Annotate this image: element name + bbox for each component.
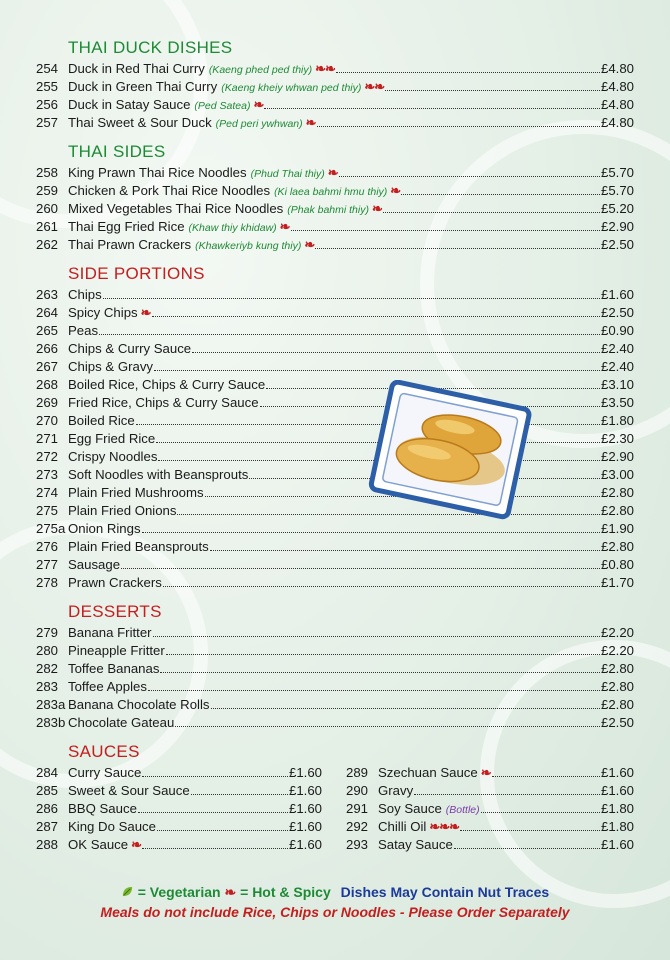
- menu-item-row: [346, 782, 634, 800]
- item-thai-name: (Khaw thiy khidaw): [188, 222, 277, 234]
- item-price: £3.50: [600, 395, 634, 410]
- item-number: 276: [36, 539, 59, 554]
- item-number: 273: [36, 467, 59, 482]
- nut-traces-note: Dishes May Contain Nut Traces: [340, 884, 550, 900]
- item-number: 257: [36, 115, 59, 130]
- item-name: Duck in Satay Sauce: [68, 97, 191, 112]
- menu-item-row: [36, 678, 634, 696]
- item-number: 277: [36, 557, 59, 572]
- menu-item-row: [36, 696, 634, 714]
- item-price: £1.60: [600, 837, 634, 852]
- leader-dots: [210, 550, 600, 551]
- menu-item-row: [36, 818, 322, 836]
- item-price: £2.20: [600, 643, 634, 658]
- item-price: £3.10: [600, 377, 634, 392]
- item-name: Sausage: [68, 557, 121, 572]
- leader-dots: [142, 776, 288, 777]
- item-price: £1.80: [600, 801, 634, 816]
- item-number: 275: [36, 503, 59, 518]
- menu-item-row: [36, 430, 634, 448]
- item-name: Curry Sauce: [68, 765, 142, 780]
- leader-dots: [315, 248, 600, 249]
- menu-item-row: [36, 376, 634, 394]
- menu-item-row: [36, 394, 634, 412]
- item-number: 286: [36, 801, 59, 816]
- item-number: 263: [36, 287, 59, 302]
- leader-dots: [414, 794, 600, 795]
- chili-pepper-icon: ❧: [279, 219, 290, 234]
- item-name: Crispy Noodles: [68, 449, 158, 464]
- item-name: Pineapple Fritter: [68, 643, 165, 658]
- section-title: SAUCES: [68, 742, 140, 761]
- item-price: £4.80: [600, 115, 634, 130]
- leader-dots: [121, 568, 600, 569]
- item-name: Boiled Rice: [68, 413, 135, 428]
- leader-dots: [191, 794, 288, 795]
- item-name: Plain Fried Beansprouts: [68, 539, 209, 554]
- item-name: Egg Fried Rice: [68, 431, 156, 446]
- section-title: SIDE PORTIONS: [68, 264, 205, 283]
- item-thai-name: (Bottle): [445, 804, 480, 816]
- hot-spicy-label: = Hot & Spicy: [240, 884, 331, 900]
- item-name: Spicy Chips: [68, 305, 138, 320]
- item-number: 262: [36, 237, 59, 252]
- item-name: King Prawn Thai Rice Noodles: [68, 165, 247, 180]
- item-name: Chocolate Gateau: [68, 715, 175, 730]
- leader-dots: [153, 636, 600, 637]
- item-number: 289: [346, 765, 369, 780]
- item-number: 279: [36, 625, 59, 640]
- leader-dots: [454, 848, 600, 849]
- item-price: £1.60: [600, 783, 634, 798]
- menu-item-row: [36, 358, 634, 376]
- menu-item-row: [36, 466, 634, 484]
- item-name: Chips & Curry Sauce: [68, 341, 192, 356]
- item-price: £5.70: [600, 183, 634, 198]
- menu-item-row: [36, 96, 634, 114]
- menu-item-row: [36, 200, 634, 218]
- item-number: 282: [36, 661, 59, 676]
- menu-item-row: [36, 412, 634, 430]
- chili-pepper-icon: ❧: [480, 765, 491, 780]
- leaf-icon: [121, 885, 134, 898]
- item-price: £2.40: [600, 359, 634, 374]
- chili-pepper-icon: ❧: [327, 165, 338, 180]
- item-price: £5.20: [600, 201, 634, 216]
- menu-page: [36, 38, 634, 854]
- item-number: 291: [346, 801, 369, 816]
- item-thai-name: (Phud Thai thiy): [250, 168, 325, 180]
- item-price: £2.80: [600, 661, 634, 676]
- item-number: 283a: [36, 697, 66, 712]
- menu-item-row: [36, 660, 634, 678]
- leader-dots: [317, 126, 600, 127]
- item-price: £2.80: [600, 679, 634, 694]
- item-name: Satay Sauce: [378, 837, 453, 852]
- item-name: Prawn Crackers: [68, 575, 162, 590]
- item-price: £1.60: [288, 819, 322, 834]
- item-name: Soft Noodles with Beansprouts: [68, 467, 249, 482]
- item-number: 258: [36, 165, 59, 180]
- chili-pepper-icon: ❧❧: [315, 61, 335, 76]
- leader-dots: [148, 690, 600, 691]
- leader-dots: [385, 90, 600, 91]
- item-price: £1.80: [600, 819, 634, 834]
- leader-dots: [339, 176, 600, 177]
- menu-item-row: [36, 836, 322, 854]
- item-number: 260: [36, 201, 59, 216]
- item-price: £2.80: [600, 503, 634, 518]
- item-number: 259: [36, 183, 59, 198]
- order-note: Meals do not include Rice, Chips or Noodles - Please Order Separately: [100, 904, 570, 920]
- item-name: Onion Rings: [68, 521, 141, 536]
- item-thai-name: (Phak bahmi thiy): [287, 204, 369, 216]
- item-name: Duck in Red Thai Curry: [68, 61, 205, 76]
- menu-item-row: [36, 538, 634, 556]
- menu-item-row: [36, 322, 634, 340]
- menu-sections: [36, 38, 634, 732]
- item-price: £1.60: [288, 783, 322, 798]
- item-number: 255: [36, 79, 59, 94]
- chili-pepper-icon: ❧: [305, 115, 316, 130]
- leader-dots: [383, 212, 600, 213]
- leader-dots: [142, 848, 288, 849]
- item-number: 293: [346, 837, 369, 852]
- menu-item-row: [36, 182, 634, 200]
- menu-section: [36, 142, 634, 254]
- menu-item-row: [36, 556, 634, 574]
- item-number: 275a: [36, 521, 66, 536]
- legend: [0, 884, 670, 901]
- item-thai-name: (Ped Satea): [194, 100, 251, 112]
- item-name: Toffee Bananas: [68, 661, 160, 676]
- item-price: £2.80: [600, 485, 634, 500]
- leader-dots: [175, 726, 600, 727]
- chili-pepper-icon: ❧: [140, 305, 151, 320]
- item-number: 264: [36, 305, 59, 320]
- menu-item-row: [36, 800, 322, 818]
- menu-item-row: [36, 340, 634, 358]
- item-name: Sweet & Sour Sauce: [68, 783, 190, 798]
- item-number: 270: [36, 413, 59, 428]
- leader-dots: [336, 72, 600, 73]
- item-price: £1.60: [288, 801, 322, 816]
- item-name: Banana Fritter: [68, 625, 152, 640]
- item-number: 272: [36, 449, 59, 464]
- menu-item-row: [36, 236, 634, 254]
- item-price: £2.30: [600, 431, 634, 446]
- item-price: £4.80: [600, 79, 634, 94]
- item-name: Thai Prawn Crackers: [68, 237, 192, 252]
- leader-dots: [99, 334, 600, 335]
- menu-item-row: [346, 800, 634, 818]
- chili-pepper-icon: ❧: [304, 237, 315, 252]
- item-price: £1.60: [288, 765, 322, 780]
- menu-item-row: [36, 114, 634, 132]
- item-name: Soy Sauce: [378, 801, 442, 816]
- menu-item-row: [36, 448, 634, 466]
- item-thai-name: (Kaeng kheiy whwan ped thiy): [221, 82, 362, 94]
- item-number: 283b: [36, 715, 66, 730]
- item-number: 265: [36, 323, 59, 338]
- item-number: 266: [36, 341, 59, 356]
- item-price: £1.90: [600, 521, 634, 536]
- item-price: £2.80: [600, 539, 634, 554]
- menu-item-row: [346, 764, 634, 782]
- section-title: DESSERTS: [68, 602, 162, 621]
- item-number: 267: [36, 359, 59, 374]
- item-number: 292: [346, 819, 369, 834]
- item-number: 288: [36, 837, 59, 852]
- item-name: Mixed Vegetables Thai Rice Noodles: [68, 201, 284, 216]
- item-price: £1.70: [600, 575, 634, 590]
- item-price: £2.40: [600, 341, 634, 356]
- menu-section: [36, 602, 634, 732]
- leader-dots: [152, 316, 600, 317]
- menu-item-row: [36, 164, 634, 182]
- item-name: Chicken & Pork Thai Rice Noodles: [68, 183, 271, 198]
- leader-dots: [192, 352, 600, 353]
- item-name: Gravy: [378, 783, 414, 798]
- item-price: £2.50: [600, 715, 634, 730]
- leader-dots: [160, 672, 600, 673]
- sauces-right-column: [346, 764, 634, 854]
- item-name: Banana Chocolate Rolls: [68, 697, 210, 712]
- leader-dots: [166, 654, 600, 655]
- item-name: Thai Sweet & Sour Duck: [68, 115, 212, 130]
- item-price: £2.50: [600, 305, 634, 320]
- menu-item-row: [36, 60, 634, 78]
- chili-pepper-icon: ❧❧: [364, 79, 385, 94]
- item-number: 271: [36, 431, 59, 446]
- item-number: 290: [346, 783, 369, 798]
- item-thai-name: (Ki laea bahmi hmu thiy): [274, 186, 388, 198]
- item-price: £2.90: [600, 449, 634, 464]
- item-price: £2.50: [600, 237, 634, 252]
- item-name: Fried Rice, Chips & Curry Sauce: [68, 395, 259, 410]
- leader-dots: [401, 194, 600, 195]
- chili-pepper-icon: ❧: [131, 837, 142, 852]
- item-thai-name: (Khawkeriyb kung thiy): [195, 240, 302, 252]
- leader-dots: [157, 830, 288, 831]
- chili-pepper-icon: ❧: [390, 183, 401, 198]
- item-price: £0.80: [600, 557, 634, 572]
- chili-pepper-icon: ❧❧❧: [429, 819, 460, 834]
- item-thai-name: (Kaeng phed ped thiy): [208, 64, 313, 76]
- menu-item-row: [36, 502, 634, 520]
- menu-item-row: [36, 218, 634, 236]
- item-number: 268: [36, 377, 59, 392]
- item-price: £4.80: [600, 61, 634, 76]
- item-name: Chilli Oil: [378, 819, 427, 834]
- leader-dots: [163, 586, 600, 587]
- item-price: £1.60: [288, 837, 322, 852]
- item-number: 274: [36, 485, 59, 500]
- menu-section: [36, 264, 634, 592]
- leader-dots: [481, 812, 600, 813]
- sauces-section: [36, 742, 634, 854]
- item-number: 284: [36, 765, 59, 780]
- leader-dots: [291, 230, 600, 231]
- item-number: 254: [36, 61, 59, 76]
- chili-pepper-icon: ❧: [253, 97, 264, 112]
- menu-item-row: [36, 764, 322, 782]
- item-price: £5.70: [600, 165, 634, 180]
- item-name: Peas: [68, 323, 99, 338]
- section-title: THAI DUCK DISHES: [68, 38, 233, 57]
- item-price: £1.60: [600, 287, 634, 302]
- leader-dots: [492, 776, 600, 777]
- item-price: £2.80: [600, 697, 634, 712]
- menu-item-row: [36, 78, 634, 96]
- menu-section: [36, 38, 634, 132]
- item-name: Szechuan Sauce: [378, 765, 478, 780]
- menu-item-row: [36, 624, 634, 642]
- menu-item-row: [36, 304, 634, 322]
- item-number: 256: [36, 97, 59, 112]
- leader-dots: [103, 298, 600, 299]
- item-name: Chips: [68, 287, 102, 302]
- menu-item-row: [346, 818, 634, 836]
- item-name: Toffee Apples: [68, 679, 147, 694]
- leader-dots: [211, 708, 600, 709]
- item-name: BBQ Sauce: [68, 801, 137, 816]
- chili-pepper-icon: ❧: [224, 884, 237, 900]
- item-name: Plain Fried Mushrooms: [68, 485, 204, 500]
- leader-dots: [264, 108, 600, 109]
- item-name: Plain Fried Onions: [68, 503, 177, 518]
- menu-item-row: [36, 714, 634, 732]
- menu-item-row: [346, 836, 634, 854]
- item-name: Duck in Green Thai Curry: [68, 79, 218, 94]
- leader-dots: [460, 830, 600, 831]
- section-title: THAI SIDES: [68, 142, 166, 161]
- leader-dots: [138, 812, 288, 813]
- menu-item-row: [36, 574, 634, 592]
- menu-item-row: [36, 642, 634, 660]
- item-price: £2.20: [600, 625, 634, 640]
- leader-dots: [142, 532, 600, 533]
- item-name: King Do Sauce: [68, 819, 156, 834]
- menu-item-row: [36, 520, 634, 538]
- item-number: 285: [36, 783, 59, 798]
- item-price: £3.00: [600, 467, 634, 482]
- item-name: Boiled Rice, Chips & Curry Sauce: [68, 377, 266, 392]
- item-price: £1.60: [600, 765, 634, 780]
- item-price: £0.90: [600, 323, 634, 338]
- item-name: OK Sauce: [68, 837, 129, 852]
- item-number: 261: [36, 219, 59, 234]
- leader-dots: [154, 370, 600, 371]
- item-number: 283: [36, 679, 59, 694]
- vegetarian-label: = Vegetarian: [137, 884, 221, 900]
- item-number: 287: [36, 819, 59, 834]
- dessert-photo: [358, 380, 538, 520]
- item-price: £1.80: [600, 413, 634, 428]
- item-price: £2.90: [600, 219, 634, 234]
- item-thai-name: (Ped peri ywhwan): [215, 118, 303, 130]
- item-name: Thai Egg Fried Rice: [68, 219, 185, 234]
- item-number: 278: [36, 575, 59, 590]
- menu-item-row: [36, 782, 322, 800]
- item-name: Chips & Gravy: [68, 359, 154, 374]
- item-number: 280: [36, 643, 59, 658]
- menu-item-row: [36, 286, 634, 304]
- menu-item-row: [36, 484, 634, 502]
- sauces-left-column: [36, 764, 322, 854]
- item-number: 269: [36, 395, 59, 410]
- item-price: £4.80: [600, 97, 634, 112]
- chili-pepper-icon: ❧: [371, 201, 382, 216]
